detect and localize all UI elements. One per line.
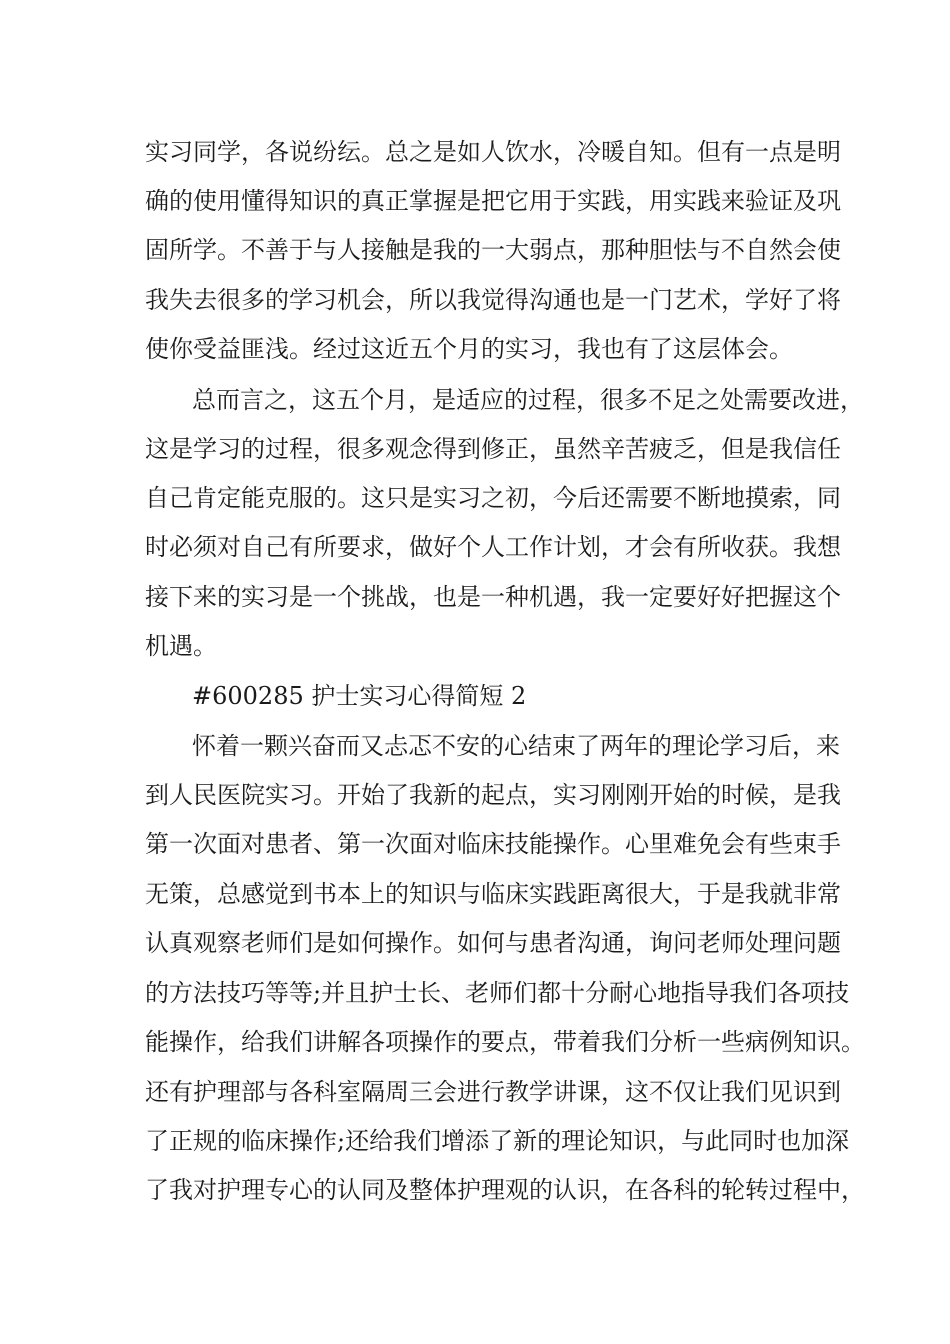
text-line: 时必须对自己有所要求，做好个人工作计划，才会有所收获。我想: [145, 533, 841, 561]
text-line: 确的使用懂得知识的真正掌握是把它用于实践，用实践来验证及巩: [145, 187, 841, 215]
text-line: 怀着一颗兴奋而又忐忑不安的心结束了两年的理论学习后，来: [192, 732, 840, 760]
text-line: 这是学习的过程，很多观念得到修正，虽然辛苦疲乏，但是我信任: [145, 435, 841, 463]
text-line: 第一次面对患者、第一次面对临床技能操作。心里难免会有些束手: [145, 830, 841, 858]
text-line: 固所学。不善于与人接触是我的一大弱点，那种胆怯与不自然会使: [145, 236, 841, 264]
text-line: 机遇。: [145, 632, 217, 660]
text-line: 实习同学，各说纷纭。总之是如人饮水，冷暖自知。但有一点是明: [145, 138, 841, 166]
text-line: 接下来的实习是一个挑战，也是一种机遇，我一定要好好把握这个: [145, 583, 841, 611]
text-line: 无策，总感觉到书本上的知识与临床实践距离很大，于是我就非常: [145, 880, 841, 908]
text-line: 了我对护理专心的认同及整体护理观的认识，在各科的轮转过程中，: [145, 1176, 865, 1204]
section-heading: #600285 护士实习心得简短 2: [192, 682, 527, 710]
text-line: 使你受益匪浅。经过这近五个月的实习，我也有了这层体会。: [145, 335, 793, 363]
text-line: 能操作，给我们讲解各项操作的要点，带着我们分析一些病例知识。: [145, 1028, 865, 1056]
text-line: 的方法技巧等等;并且护士长、老师们都十分耐心地指导我们各项技: [145, 979, 850, 1007]
text-line: 总而言之，这五个月，是适应的过程，很多不足之处需要改进，: [192, 386, 864, 414]
text-line: 了正规的临床操作;还给我们增添了新的理论知识，与此同时也加深: [145, 1127, 850, 1155]
text-line: 认真观察老师们是如何操作。如何与患者沟通，询问老师处理问题: [145, 929, 841, 957]
text-line: 还有护理部与各科室隔周三会进行教学讲课，这不仅让我们见识到: [145, 1078, 841, 1106]
text-line: 到人民医院实习。开始了我新的起点，实习刚刚开始的时候，是我: [145, 781, 841, 809]
text-line: 我失去很多的学习机会，所以我觉得沟通也是一门艺术，学好了将: [145, 286, 841, 314]
text-line: 自己肯定能克服的。这只是实习之初，今后还需要不断地摸索，同: [145, 484, 841, 512]
